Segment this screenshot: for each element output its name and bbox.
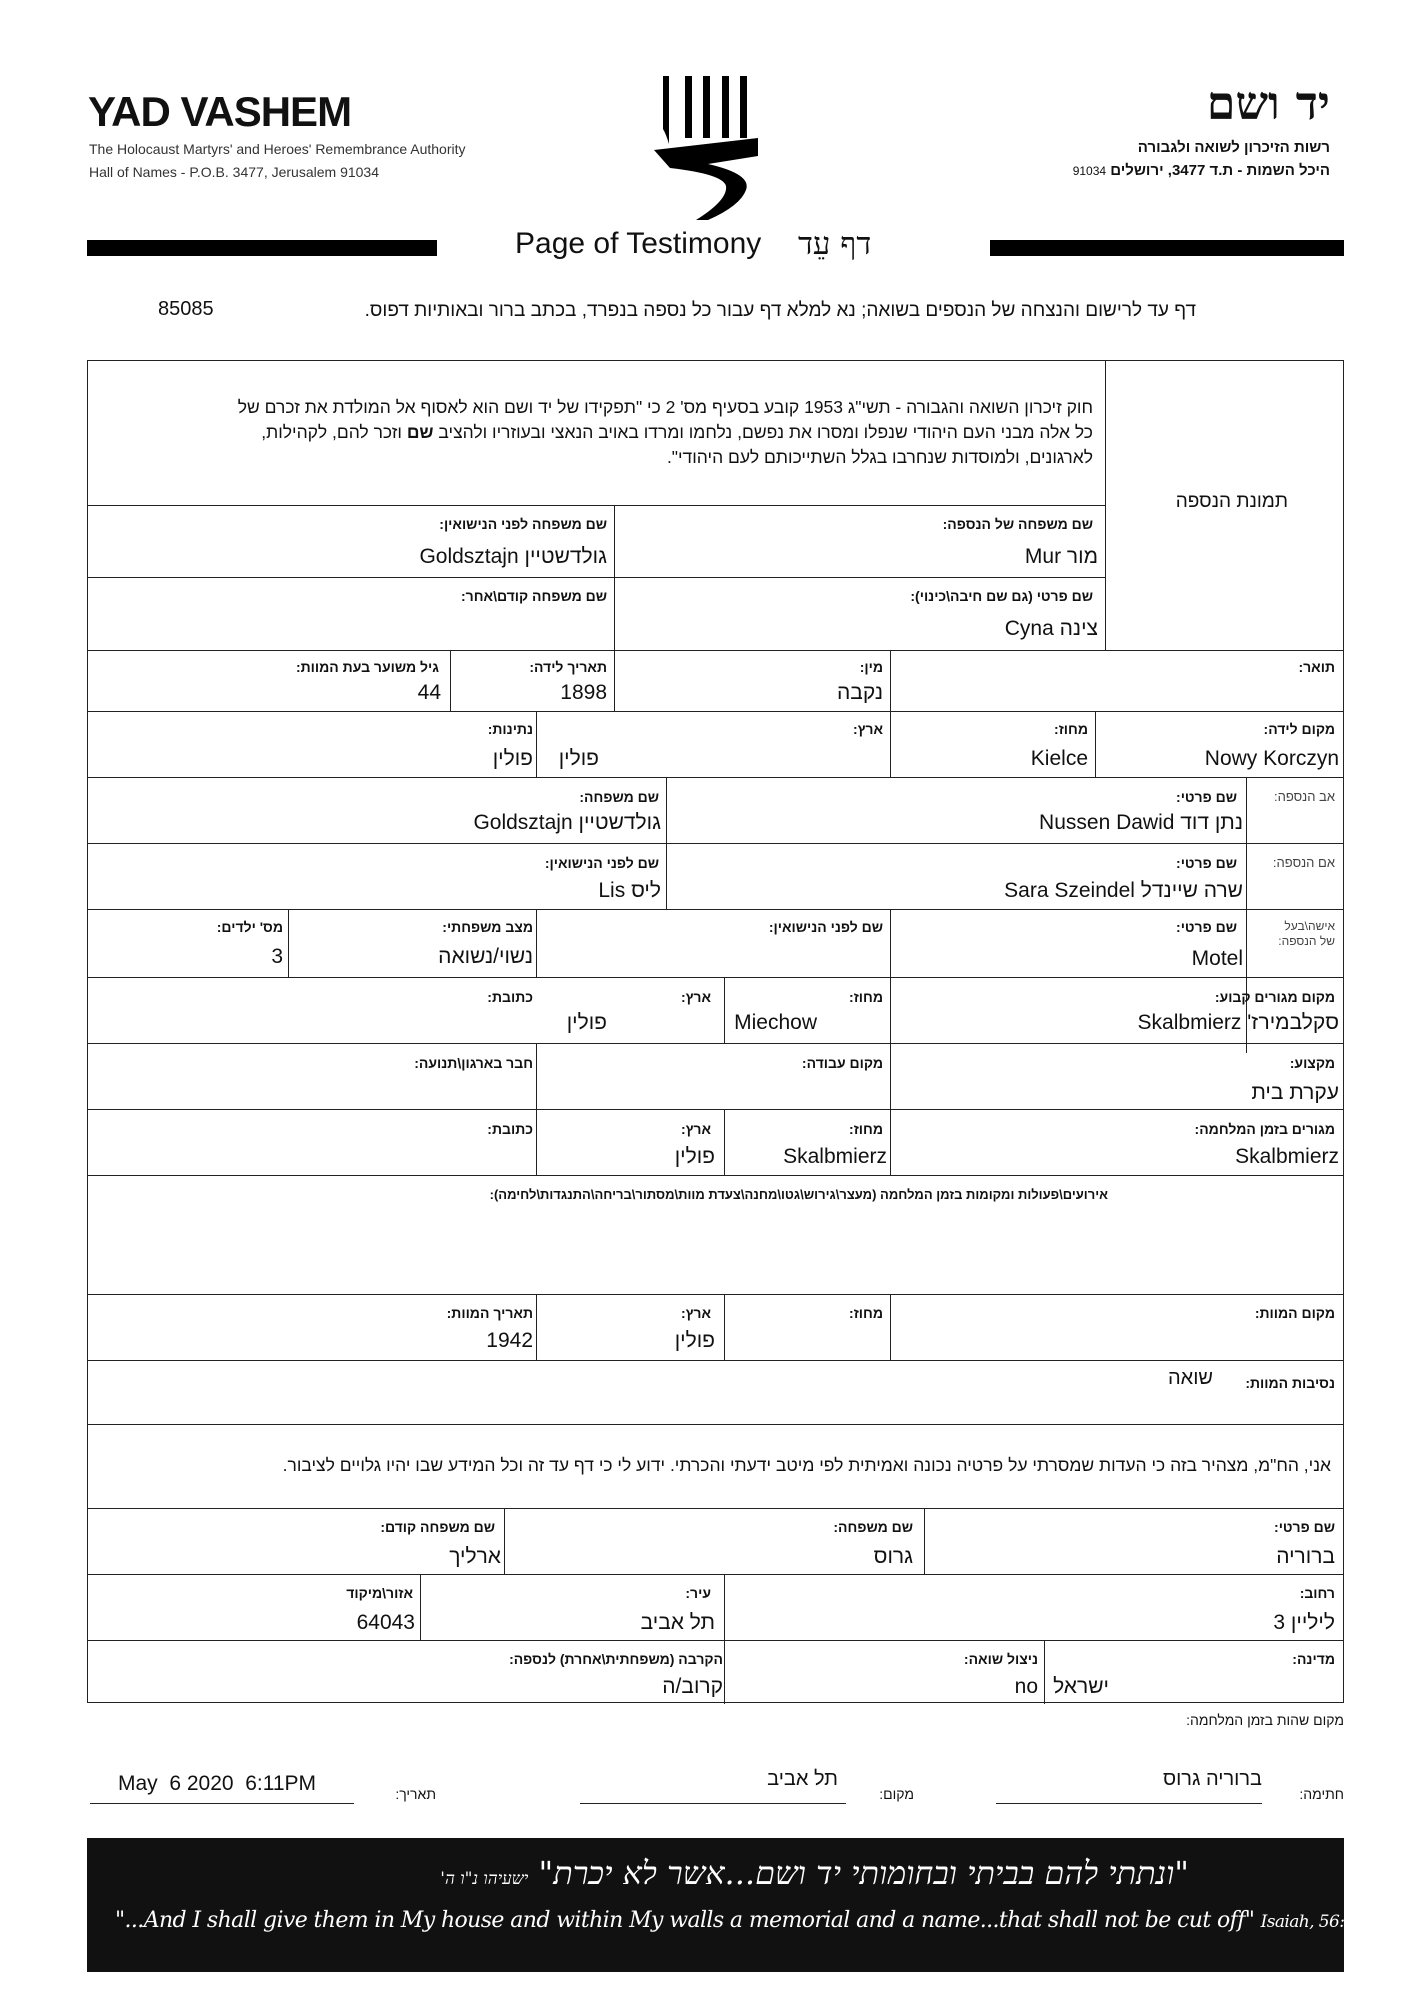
age-value: 44 [417, 681, 441, 704]
submitter-prev-value: ארליך [449, 1545, 501, 1568]
relation-value: קרוב/ה [662, 1675, 723, 1698]
death-place-label: מקום המוות: [1254, 1305, 1335, 1321]
father-first-value: נתן דוד Nussen Dawid [1039, 811, 1243, 834]
birth-date-value: 1898 [560, 681, 607, 704]
place-value: תל אביב [767, 1768, 838, 1790]
title-label: תואר: [1298, 659, 1335, 675]
workplace-label: מקום עבודה: [801, 1055, 883, 1071]
victim-prev-surname-label: שם משפחה קודם\אחר: [461, 588, 607, 604]
death-district-label: מחוז: [849, 1305, 883, 1321]
victim-first-value: צינה Cyna [1004, 617, 1098, 640]
birthplace-label: מקום לידה: [1263, 721, 1335, 737]
death-country-value: פולין [674, 1329, 715, 1352]
law-line-2a: כל אלה מבני העם היהודי שנפלו ומסרו את נפשם, נלחמו ומרדו באויב הנאצי ובעוזריו ולהציב [438, 422, 1093, 442]
survivor-label: ניצול שואה: [963, 1651, 1038, 1667]
place-label: מקום: [879, 1786, 914, 1802]
org-address-he [1073, 162, 1330, 179]
date-label: תאריך: [395, 1786, 436, 1802]
mother-first-label: שם פרטי: [1176, 855, 1237, 871]
residence-value: סקלבמירז' Skalbmierz [1137, 1011, 1339, 1034]
marital-status-label: מצב משפחתי: [442, 919, 533, 935]
father-side-label: אב הנספה: [1273, 789, 1335, 804]
birth-date-label: תאריך לידה: [529, 659, 607, 675]
org-subtitle-he: רשות הזיכרון לשואה ולגבורה [1137, 139, 1330, 156]
page-title-he: דף עֵד [798, 226, 872, 262]
death-circ-value: שואה [1167, 1367, 1213, 1389]
children-value: 3 [271, 945, 283, 968]
intro-text: דף עד לרישום והנצחה של הנספים בשואה; נא למלא דף עבור כל נספה בנפרד, בכתב ברור ובאותיות דפוס. [364, 300, 1196, 321]
mother-first-value: שרה שיינדל Sara Szeindel [1004, 879, 1243, 902]
mother-maiden-value: ליס Lis [598, 879, 661, 902]
spouse-side-label [1278, 919, 1335, 949]
zip-label: אזור\מיקוד [346, 1585, 413, 1601]
form-number: 85085 [158, 298, 214, 320]
city-label: עיר: [685, 1585, 711, 1601]
death-date-label: תאריך המוות: [446, 1305, 533, 1321]
wartime-address-label: כתובת: [487, 1121, 533, 1137]
submitter-first-label: שם פרטי: [1274, 1519, 1335, 1535]
spouse-first-label: שם פרטי: [1176, 919, 1237, 935]
member-label: חבר בארגון\תנועה: [414, 1055, 533, 1071]
death-date-value: 1942 [486, 1329, 533, 1352]
title-bar-left [87, 240, 437, 256]
org-zip-he: 91034 [1072, 164, 1107, 178]
org-name-he: יד ושם [1206, 76, 1330, 130]
law-line-3: לארגונים, ולמוסדות שנחרבו בגלל השתייכותם לעם היהודי". [666, 447, 1093, 467]
signature-label: חתימה: [1299, 1786, 1344, 1802]
title-bar-right [990, 240, 1344, 256]
submitter-surname-label: שם משפחה: [833, 1519, 913, 1535]
footer-quote-en [115, 1908, 1355, 1933]
place-line [580, 1803, 846, 1804]
law-text [93, 395, 1093, 470]
spouse-maiden-label: שם לפני הנישואין: [768, 919, 883, 935]
law-line-1: חוק זיכרון השואה והגבורה - תשי"ג 1953 קובע בסעיף מס' 2 כי "תפקידו של יד ושם הוא לאסוף אל המולדת את זכרם של [237, 397, 1093, 417]
victim-first-label: שם פרטי (גם שם חיבה\כינוי): [910, 588, 1093, 604]
photo-label: תמונת הנספה [1175, 491, 1288, 512]
yad-vashem-logo [648, 74, 766, 222]
signature-value: ברוריה גרוס [1162, 1768, 1262, 1790]
father-surname-value: גולדשטיין Goldsztajn [473, 811, 661, 834]
victim-surname-label: שם משפחה של הנספה: [942, 516, 1093, 532]
father-first-label: שם פרטי: [1176, 789, 1237, 805]
survivor-value: no [1014, 1675, 1038, 1698]
gender-value: נקבה [836, 681, 883, 704]
submitter-country-label: מדינה: [1292, 1651, 1335, 1667]
city-value: תל אביב [640, 1611, 715, 1634]
gender-label: מין: [859, 659, 883, 675]
residence-address-label: כתובת: [487, 989, 533, 1005]
relation-label: הקרבה (משפחתית\אחרת) לנספה: [509, 1651, 723, 1667]
wartime-stay-label: מקום שהות בזמן המלחמה: [1186, 1712, 1344, 1728]
spouse-side-label-1: אישה\בעל [1284, 919, 1335, 933]
page-title-en: Page of Testimony [515, 227, 762, 260]
birth-country-label: ארץ: [853, 721, 883, 737]
zip-value: 64043 [356, 1611, 415, 1634]
submitter-prev-label: שם משפחה קודם: [380, 1519, 495, 1535]
nationality-label: נתינות: [487, 721, 533, 737]
law-line-2b: שם [406, 422, 434, 442]
wartime-district-label: מחוז: [849, 1121, 883, 1137]
residence-district-value: Miechow [734, 1011, 817, 1034]
mother-maiden-label: שם לפני הנישואין: [544, 855, 659, 871]
submitter-country-value: ישראל [1053, 1675, 1109, 1698]
org-subtitle-en: The Holocaust Martyrs' and Heroes' Remembrance Authority [89, 141, 466, 157]
date-value: May 6 2020 6:11PM [118, 1772, 317, 1795]
street-value: ליליין 3 [1273, 1611, 1335, 1634]
mother-side-label: אם הנספה: [1272, 855, 1335, 870]
events-label: אירועים\פעולות ומקומות בזמן המלחמה (מעצר\גירוש\גטו\מחנה\צעדת מוות\מסתור\בריחה\התנגדות\לחימה): [489, 1187, 1108, 1202]
victim-maiden-value: גולדשטיין Goldsztajn [419, 545, 607, 568]
footer-source-en: Isaiah, 56:5 [1260, 1912, 1355, 1932]
spouse-first-value: Motel [1191, 947, 1243, 970]
birth-country-value: פולין [558, 747, 599, 770]
footer-source-he: ישעיהו נ"ו ה' [440, 1869, 529, 1889]
declaration-text: אני, הח"מ, מצהיר בזה כי העדות שמסרתי על פרטיה נכונה ואמיתית לפי מיטב ידעתי והכרתי. ידוע לי כי דף עד זה וכל המידע שבו יהיו גלויים לציבור. [282, 1455, 1331, 1475]
law-line-2c: וזכר להם, לקהילות, [261, 422, 402, 442]
marital-status-value: נשוי/נשואה [438, 945, 533, 968]
submitter-surname-value: גרוס [873, 1545, 913, 1568]
wartime-country-label: ארץ: [681, 1121, 711, 1137]
date-line [90, 1803, 354, 1804]
testimony-form [87, 360, 1344, 1703]
birth-district-value: Kielce [1030, 747, 1088, 770]
footer-quote-he-text: "ונתתי להם בביתי ובחומותי יד ושם...אשר לא יכרת" [538, 1854, 1189, 1892]
org-address-en: Hall of Names - P.O.B. 3477, Jerusalem 91034 [89, 164, 380, 180]
footer-quote-he [440, 1854, 1189, 1892]
street-label: רחוב: [1299, 1585, 1335, 1601]
wartime-country-value: פולין [674, 1145, 715, 1168]
residence-country-value: פולין [566, 1011, 607, 1034]
org-name-en: YAD VASHEM [88, 88, 352, 135]
age-label: גיל משוער בעת המוות: [295, 659, 439, 675]
org-address-he-text: היכל השמות - ת.ד 3477, ירושלים [1110, 162, 1330, 179]
victim-maiden-label: שם משפחה לפני הנישואין: [439, 516, 607, 532]
wartime-district-value: Skalbmierz [783, 1145, 887, 1168]
spouse-side-label-2: של הנספה: [1278, 934, 1335, 948]
residence-label: מקום מגורים קבוע: [1214, 989, 1335, 1005]
submitter-first-value: ברוריה [1276, 1545, 1335, 1568]
signature-line [996, 1803, 1262, 1804]
profession-label: מקצוע: [1289, 1055, 1335, 1071]
wartime-place-label: מגורים בזמן המלחמה: [1194, 1121, 1335, 1137]
residence-district-label: מחוז: [849, 989, 883, 1005]
children-label: מס' ילדים: [216, 919, 283, 935]
nationality-value: פולין [492, 747, 533, 770]
death-country-label: ארץ: [681, 1305, 711, 1321]
birth-district-label: מחוז: [1054, 721, 1088, 737]
death-circ-label: נסיבות המוות: [1245, 1375, 1335, 1391]
father-surname-label: שם משפחה: [579, 789, 659, 805]
birthplace-value: Nowy Korczyn [1204, 747, 1339, 770]
profession-value: עקרת בית [1251, 1081, 1339, 1104]
footer-banner [87, 1838, 1355, 1972]
footer-quote-en-text: "...And I shall give them in My house and within My walls a memorial and a name...that shall not be cut off" [115, 1908, 1255, 1933]
law-line-2 [93, 420, 1093, 445]
wartime-place-value: Skalbmierz [1235, 1145, 1339, 1168]
victim-surname-value: מור Mur [1024, 545, 1098, 568]
residence-country-label: ארץ: [681, 989, 711, 1005]
